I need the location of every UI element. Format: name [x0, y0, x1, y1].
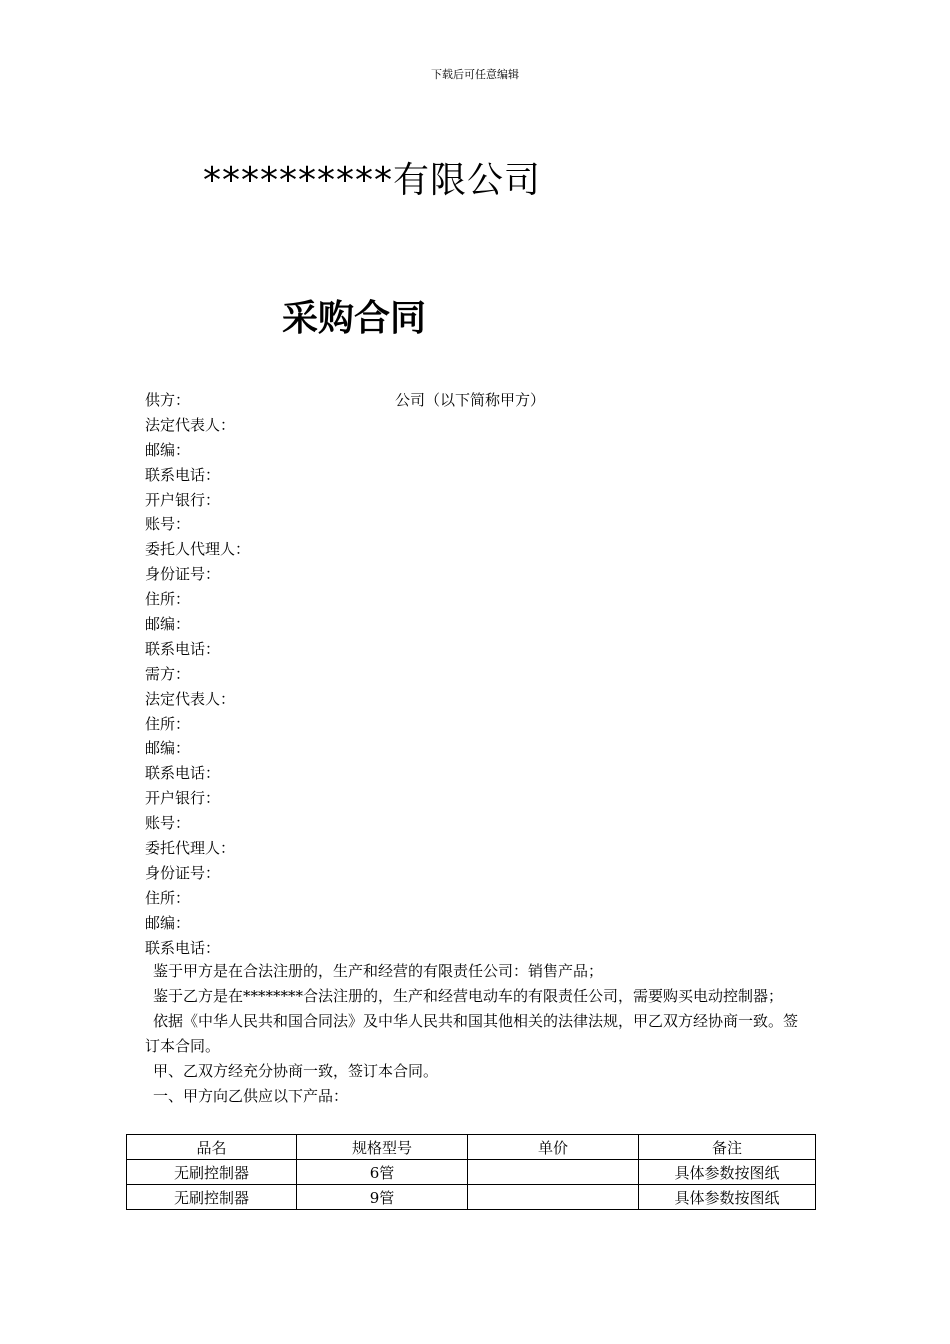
field-label: 法定代表人： — [145, 415, 236, 434]
recital-party-a — [145, 959, 809, 984]
header-remarks: 备注 — [639, 1135, 816, 1160]
section-one-heading: 一、甲方向乙供应以下产品： — [153, 1087, 349, 1105]
field-label: 开户银行： — [145, 490, 221, 509]
cell-spec-model: 9管 — [297, 1185, 468, 1210]
field-label: 委托人代理人： — [145, 540, 251, 559]
field-label: 联系电话： — [145, 639, 221, 658]
field-label: 邮编： — [145, 440, 191, 459]
cell-spec-model: 6管 — [297, 1160, 468, 1185]
header-spec-model: 规格型号 — [297, 1135, 468, 1160]
cell-unit-price — [468, 1160, 639, 1185]
recital-party-b: 鉴于乙方是在********合法注册的，生产和经营电动车的有限责任公司，需要购买电动控制器； — [153, 987, 784, 1005]
cell-product-name: 无刷控制器 — [127, 1160, 297, 1185]
field-label: 住所： — [145, 714, 191, 733]
field-label: 联系电话： — [145, 938, 221, 957]
document-title: 采购合同 — [282, 298, 427, 339]
cell-product-name: 无刷控制器 — [127, 1185, 297, 1210]
field-label: 联系电话： — [145, 764, 221, 783]
table-header-row — [127, 1135, 816, 1160]
field-label: 邮编： — [145, 615, 191, 634]
recital-a-part1: 鉴于甲方是在 — [153, 962, 244, 980]
field-label: 账号： — [145, 515, 191, 534]
table-row — [127, 1185, 816, 1210]
party-fields — [145, 388, 815, 960]
supplier-suffix: 公司（以下简称甲方） — [395, 391, 546, 409]
recital-a-part4: 产品； — [558, 962, 604, 980]
header-note: 下载后可任意编辑 — [431, 68, 519, 81]
cell-unit-price — [468, 1185, 639, 1210]
header-unit-price: 单价 — [468, 1135, 639, 1160]
cell-remarks: 具体参数按图纸 — [639, 1185, 816, 1210]
field-label: 身份证号： — [145, 565, 221, 584]
field-label: 邮编： — [145, 913, 191, 932]
recital-a-part3: 的有限责任公司：销售 — [408, 962, 559, 980]
company-name: **********有限公司 — [203, 160, 542, 201]
field-label: 需方： — [145, 664, 191, 683]
field-label: 联系电话： — [145, 465, 221, 484]
field-label: 身份证号： — [145, 863, 221, 882]
supplier-line — [145, 388, 815, 413]
field-label: 住所： — [145, 888, 191, 907]
legal-basis: 依据《中华人民共和国合同法》及中华人民共和国其他相关的法律法规，甲乙双方经协商一致。签订本合同。 — [145, 1012, 799, 1055]
field-label: 委托代理人： — [145, 839, 236, 858]
supplier-label: 供方： — [145, 391, 191, 409]
field-label: 邮编： — [145, 739, 191, 758]
contract-body — [145, 959, 809, 1109]
table-row — [127, 1160, 816, 1185]
field-label: 法定代表人： — [145, 689, 236, 708]
agreement-statement: 甲、乙双方经充分协商一致，签订本合同。 — [153, 1062, 439, 1080]
cell-remarks: 具体参数按图纸 — [639, 1160, 816, 1185]
product-table — [126, 1134, 816, 1210]
header-product-name: 品名 — [127, 1135, 297, 1160]
field-label: 账号： — [145, 814, 191, 833]
field-label: 开户银行： — [145, 789, 221, 808]
field-label: 住所： — [145, 590, 191, 609]
recital-a-part2: 合法注册的，生产和经营 — [243, 962, 409, 980]
field-list — [145, 413, 815, 961]
